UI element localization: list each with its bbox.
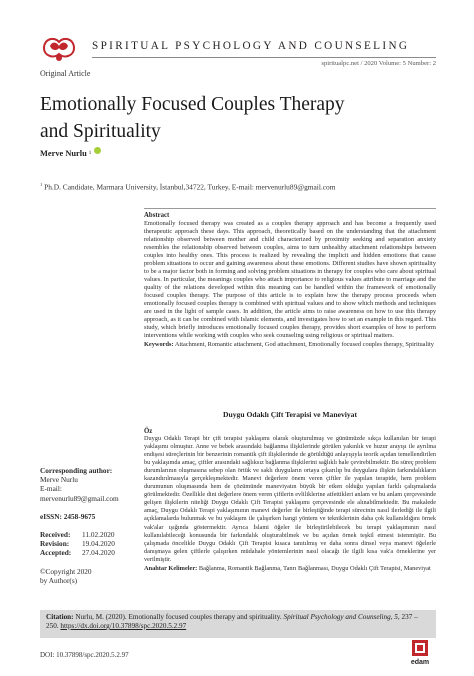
- author-line: [40, 149, 101, 158]
- title-line-1: Emotionally Focused Couples Therapy: [40, 94, 345, 115]
- turkish-keywords: [144, 565, 436, 573]
- email-link[interactable]: mervenurlu89@gmail.com: [40, 493, 119, 503]
- citation-pages: 237 – 250.: [46, 613, 418, 630]
- turkish-title: Duygu Odaklı Çift Terapisi ve Maneviyat: [223, 410, 357, 419]
- citation-text: Nurlu, M. (2020). Emotionally focused couples therapy and spirituality.: [75, 613, 282, 621]
- journal-meta: spiritualpc.net / 2020 Volume: 5 Number: 2: [321, 60, 436, 67]
- copyright-line-1: ©Copyright 2020: [40, 566, 92, 576]
- abstract-section: [144, 208, 436, 388]
- keywords-text: Attachment, Romantic attachment, God attachment, Emotionally focused couples therapy, Spirituality: [174, 341, 434, 348]
- title-line-2: and Spirituality: [40, 121, 161, 142]
- orcid-icon[interactable]: [94, 147, 101, 154]
- received-row: [40, 530, 136, 539]
- citation-label: Citation:: [46, 613, 74, 621]
- header-divider: [92, 57, 436, 58]
- citation-journal: Spiritual Psychology and Counseling, 5,: [283, 613, 400, 621]
- journal-header: [40, 34, 436, 74]
- keywords: [144, 341, 436, 349]
- received-date: 11.02.2020: [82, 530, 115, 540]
- oz-heading: Öz: [144, 428, 153, 435]
- revision-label: Revision:: [40, 539, 70, 549]
- email-label: E-mail:: [40, 484, 62, 494]
- corresponding-author-name: Merve Nurlu: [40, 475, 78, 485]
- accepted-label: Accepted:: [40, 548, 72, 558]
- article-title: [40, 91, 420, 145]
- accepted-row: [40, 548, 136, 557]
- turkish-section: [144, 410, 436, 573]
- citation-doi-link[interactable]: https://dx.doi.org/10.37898/spc.2020.5.2.97: [60, 622, 187, 630]
- revision-row: [40, 539, 136, 548]
- journal-name: SPIRITUAL PSYCHOLOGY AND COUNSELING: [92, 40, 410, 52]
- keywords-label: Keywords:: [144, 341, 174, 348]
- turkish-keywords-label: Anahtar Kelimeler:: [144, 564, 198, 572]
- accepted-date: 27.04.2020: [82, 548, 115, 558]
- eissn: eISSN: 2458-9675: [40, 511, 96, 521]
- author-sup: 1: [88, 151, 92, 156]
- citation-box: [40, 610, 436, 638]
- article-type: Original Article: [40, 69, 91, 78]
- affiliation: [40, 182, 335, 191]
- received-label: Received:: [40, 530, 71, 540]
- article-info-sidebar: [40, 466, 136, 585]
- publisher-logo-text: edam: [410, 659, 430, 666]
- abstract-heading: Abstract: [144, 212, 170, 219]
- footer-doi: DOI: 10.37898/spc.2020.5.2.97: [40, 651, 129, 659]
- affiliation-sup: 1: [40, 182, 43, 187]
- corresponding-author-label: Corresponding author:: [40, 466, 113, 475]
- affiliation-text: Ph.D. Candidate, Marmara University, İstanbul,34722, Turkey, E-mail: mervenurlu89@gmail.com: [44, 182, 336, 192]
- edam-publisher-logo-icon: [404, 640, 436, 666]
- oz-text: Duygu Odaklı Terapi bir çift terapisi yaklaşımı olarak oluşturulmuş ve günümüzde sıkça kullanılan bir terapi yaklaşımı olmuştur. Anne ve bebek arasındaki bağlanma ilişkilerinde görülen yakınlık ve huzur arayışı ile ayrılma endişesi süreçlerinin bir benzerinin romantik çift ilişkilerinde de görüldüğü anlayışıyla teorik açıdan temellendirilen bu yaklaşımda amaç, çiftler arasındaki sağlıksız bağlanma ilişkilerini sağlıklı hale çevirebilmektir. Bu süreç problem durumlarının oluşmasına sebep olan örtük ve saklı duyguların ortaya çıkarılıp bu duygulara ilişkin farkındalıkların kazandırılmasıyla gerçekleşmektedir. Manevi değerlere önem veren çiftler ile yapılan terapide, hem problem durumunun oluşmasında hem de çözümünde maneviyatın büyük bir etken olduğu yapılan farklı çalışmalarda görülmektedir. Özellikle dini değerlere önem veren çiftlerin evliliklerine atfettikleri anlam ve bu anlam çerçevesinde gelişen ilişkilerin niteliği Duygu Odaklı Çift Terapisi yaklaşımı çerçevesinde ele alınabilmektedir. Bu makalede amaç, Duygu Odaklı Terapi yaklaşımının manevi değerler ile birleştiğinde terapi sürecinin nasıl ilerlediği ile ilgili açıklamalarda bulunmak ve bu yaklaşım ile çalışırken hangi yöntem ve tekniklerinin daha çok kullanıldığını örnek vak'alar ışığında göstermektir. Ayrıca İslami öğeler ile birleştirilebilecek bu terapi yaklaşımının nasıl kullanılabileceği konusunda bir farkındalık oluşturabilmek ve bu açıdan örnek teşkil etmesi istenmiştir. Bu çalışmada öncelikle Duygu Odaklı Çift Terapisi kısaca tanıtılmış ve daha sonra dinsel veya manevi öğelerle danışmaya gelen çiftlerle çalışırken müdahale yöntemlerinin nasıl olacağı ile ilgili kısa vak'a örneklerine yer verilmiştir.: [144, 435, 436, 563]
- copyright-line-2: by Author(s): [40, 575, 78, 585]
- abstract-text: Emotionally focused therapy was created as a couples therapy approach and has become a frequently used therapeutic approach these days. This approach, theoretically based on the understanding that the attachment relationship observed between mother and child characterized by proximity seeking and separation anxiety resembles the relationship observed between couples, aims to turn unhealthy attachment relationships between couples into healthy ones. This process is realized by revealing the implicit and hidden emotions that cause problem situations to occur and gaining awareness about these emotions. Different studies have shown spirituality to be a major factor both in forming and solving problem situations in therapy for couples who care about spiritual values. In particular, the meanings couples who attach importance to religious values attribute to marriage and the quality of the relations developed within this meaning can be handled within the framework of emotionally focused couples therapy. The purpose of this article is to explain how the therapy process proceeds when emotionally focused couples therapy is combined with spiritual values and to show which methods and techniques are used in the light of sample cases. In addition, the article aims to raise awareness on how to use this therapy approach, as it can be combined with Islamic elements, and investigates how to set an example in this regard. This study, which briefly introduces emotionally focused couples therapy, provides short examples of how to perform interventions while working with couples who seek counseling using religious or spiritual matters.: [144, 220, 436, 339]
- journal-logo-icon: [40, 34, 78, 64]
- turkish-keywords-text: Bağlanma, Romantik Bağlanma, Tanrı Bağlanması, Duygu Odaklı Çift Terapisi, Maneviyat: [198, 564, 431, 572]
- revision-date: 19.04.2020: [82, 539, 115, 549]
- author-name: Merve Nurlu: [40, 149, 87, 158]
